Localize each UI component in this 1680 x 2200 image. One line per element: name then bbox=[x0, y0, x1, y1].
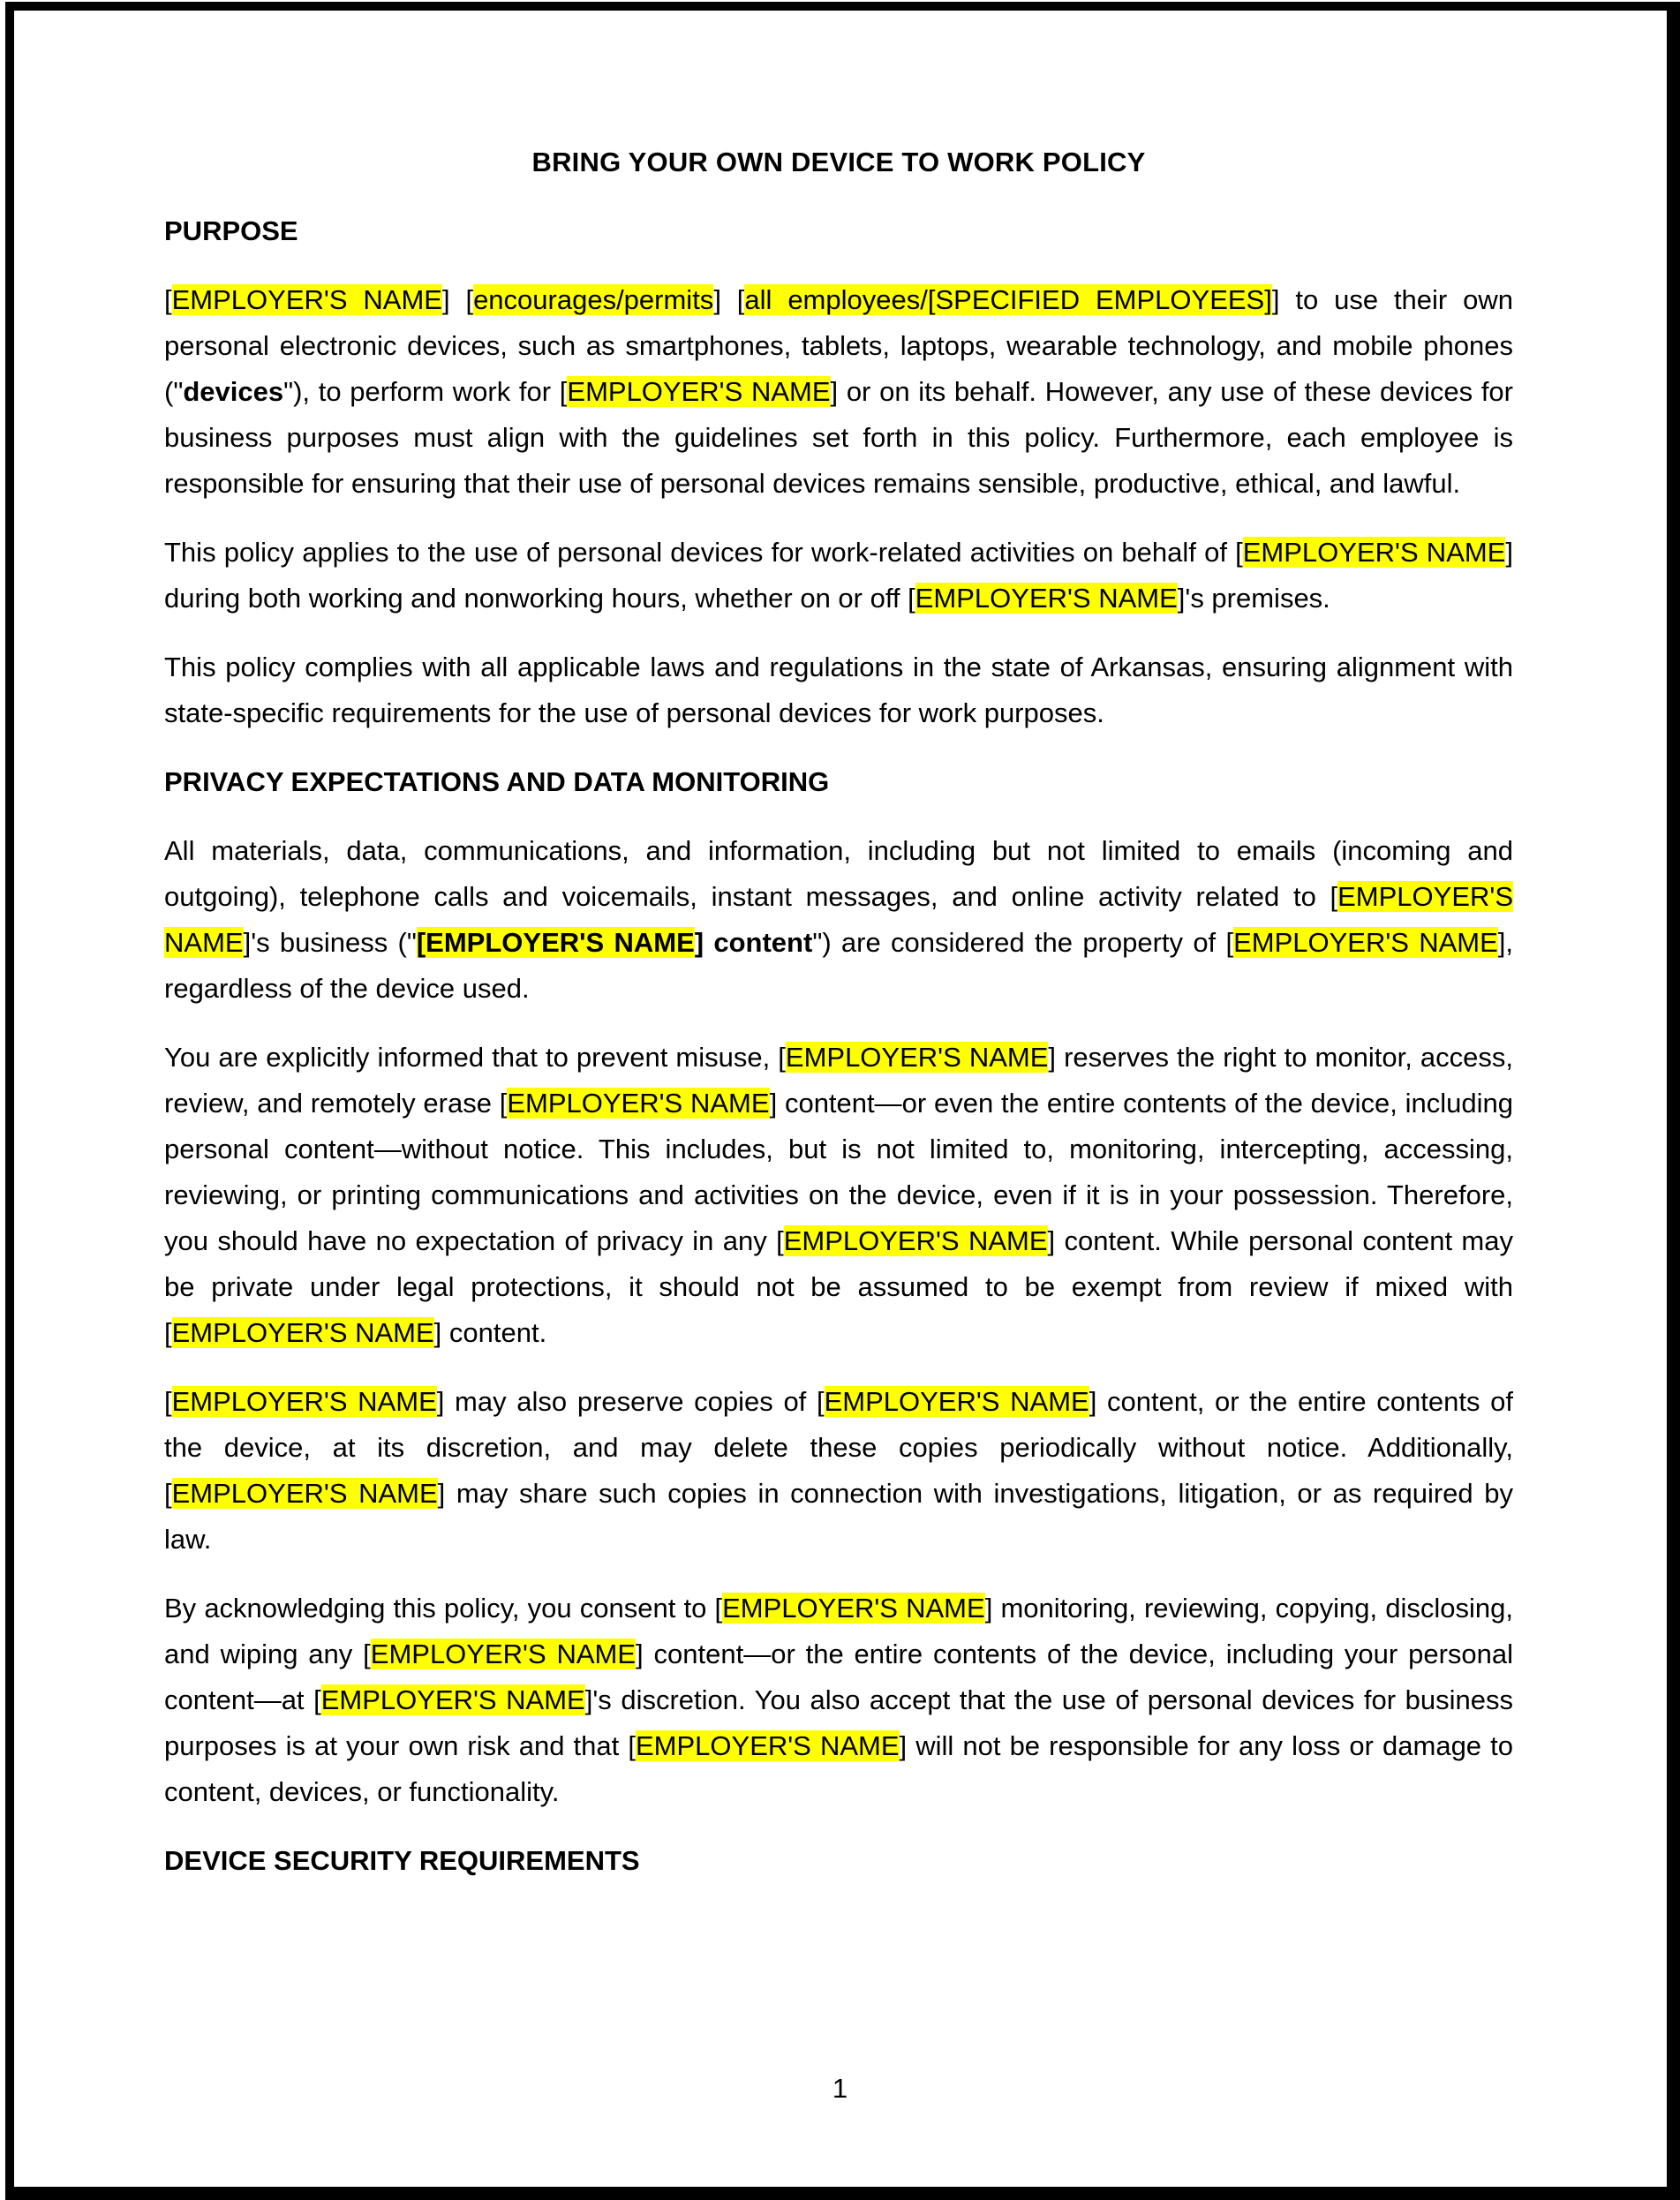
placeholder-highlight: EMPLOYER'S NAME bbox=[915, 583, 1178, 614]
placeholder-highlight: EMPLOYER'S NAME bbox=[171, 1317, 434, 1348]
text-run: "), to perform work for [ bbox=[283, 376, 568, 407]
placeholder-highlight: EMPLOYER'S NAME bbox=[824, 1386, 1089, 1417]
section-heading: PRIVACY EXPECTATIONS AND DATA MONITORING bbox=[164, 766, 830, 797]
placeholder-highlight: EMPLOYER'S NAME bbox=[1233, 927, 1498, 958]
text-run: ] content bbox=[694, 927, 813, 958]
document-title: BRING YOUR OWN DEVICE TO WORK POLICY bbox=[531, 147, 1146, 177]
text-run: ] will not be responsible for any loss or damage to content, devices, or functionality. bbox=[164, 1730, 1513, 1807]
placeholder-highlight: EMPLOYER'S NAME bbox=[171, 1478, 438, 1509]
placeholder-highlight: EMPLOYER'S NAME bbox=[722, 1593, 985, 1624]
placeholder-highlight: EMPLOYER'S NAME bbox=[320, 1684, 585, 1715]
text-run: You are explicitly informed that to prevent misuse, [ bbox=[164, 1042, 786, 1073]
text-run: ] reserves the right to monitor, access, review, and remotely erase [ bbox=[164, 1042, 1513, 1119]
text-run: ]'s premises. bbox=[1177, 583, 1330, 614]
placeholder-highlight: EMPLOYER'S NAME bbox=[171, 284, 442, 315]
text-run: This policy applies to the use of personal devices for work-related activities on behalf of [ bbox=[164, 537, 1243, 568]
paragraph bbox=[164, 1379, 1513, 1563]
text-run: ]'s business (" bbox=[243, 927, 417, 958]
page-number: 1 bbox=[832, 2073, 848, 2104]
text-run: ") are considered the property of [ bbox=[812, 927, 1234, 958]
section-heading: DEVICE SECURITY REQUIREMENTS bbox=[164, 1845, 640, 1876]
text-run: ] or on its behalf. However, any use of these devices for business purposes must align with the guidelines set forth in this policy. Furthermore, each employee is responsible for ensuring that their use of personal devices remains sensible, productive, ethical, and lawful. bbox=[164, 376, 1513, 499]
paragraph bbox=[164, 1035, 1513, 1356]
placeholder-highlight: EMPLOYER'S NAME bbox=[567, 376, 831, 407]
placeholder-highlight: EMPLOYER'S NAME bbox=[370, 1639, 637, 1669]
text-run: ] may share such copies in connection with investigations, litigation, or as required by law. bbox=[164, 1478, 1513, 1555]
placeholder-highlight: EMPLOYER'S NAME bbox=[171, 1386, 437, 1417]
text-run: ] to use their own personal electronic devices, such as smartphones, tablets, laptops, wearable technology, and mobile phones (" bbox=[164, 284, 1513, 407]
placeholder-highlight: [EMPLOYER'S NAME bbox=[416, 927, 695, 958]
text-run: By acknowledging this policy, you consent to [ bbox=[164, 1593, 723, 1624]
document-content bbox=[164, 139, 1513, 1907]
text-run: ] may also preserve copies of [ bbox=[436, 1386, 825, 1417]
paragraph bbox=[164, 828, 1513, 1012]
paragraph bbox=[164, 277, 1513, 507]
text-run: ] content—or the entire contents of the device, including your personal content—at [ bbox=[164, 1639, 1513, 1715]
placeholder-highlight: all employees/[SPECIFIED EMPLOYEES] bbox=[744, 284, 1272, 315]
document-body bbox=[164, 208, 1513, 1884]
placeholder-highlight: EMPLOYER'S NAME bbox=[635, 1730, 900, 1761]
placeholder-highlight: EMPLOYER'S NAME bbox=[507, 1088, 770, 1119]
placeholder-highlight: EMPLOYER'S NAME bbox=[783, 1225, 1048, 1256]
text-run: [ bbox=[164, 284, 172, 315]
text-run: ], regardless of the device used. bbox=[164, 927, 1514, 1004]
text-run: ] content. While personal content may be private under legal protections, it should not be assumed to be exempt from review if mixed with [ bbox=[164, 1225, 1513, 1348]
text-run: This policy complies with all applicable laws and regulations in the state of Arkansas, ensuring alignment with state-specific requirements for the use of personal devices for work purposes. bbox=[164, 652, 1513, 728]
text-run: [ bbox=[164, 1386, 172, 1417]
paragraph bbox=[164, 530, 1513, 622]
text-run: ] content. bbox=[433, 1317, 547, 1348]
placeholder-highlight: EMPLOYER'S NAME bbox=[164, 881, 1513, 958]
placeholder-highlight: encourages/permits bbox=[473, 284, 714, 315]
text-run: ] content—or even the entire contents of the device, including personal content—without notice. This includes, but is not limited to, monitoring, intercepting, accessing, reviewing, or printing communications and activities on the device, even if it is in your possession. Therefore, you should have no expectation of privacy in any [ bbox=[164, 1088, 1514, 1256]
paragraph bbox=[164, 644, 1513, 736]
text-run: ] [ bbox=[713, 284, 745, 315]
paragraph bbox=[164, 1586, 1513, 1815]
placeholder-highlight: EMPLOYER'S NAME bbox=[1242, 537, 1506, 568]
text-run: ] content, or the entire contents of the device, at its discretion, and may delete these copies periodically without notice. Additionally, [ bbox=[164, 1386, 1513, 1509]
text-run: devices bbox=[183, 376, 284, 407]
text-run: ] monitoring, reviewing, copying, disclosing, and wiping any [ bbox=[164, 1593, 1513, 1669]
text-run: ] during both working and nonworking hours, whether on or off [ bbox=[164, 537, 1513, 614]
text-run: ] [ bbox=[441, 284, 474, 315]
placeholder-highlight: EMPLOYER'S NAME bbox=[785, 1042, 1049, 1073]
section-heading: PURPOSE bbox=[164, 215, 298, 246]
text-run: All materials, data, communications, and information, including but not limited to emails (incoming and outgoing), telephone calls and voicemails, instant messages, and online activity related to [ bbox=[164, 835, 1513, 912]
text-run: ]'s discretion. You also accept that the use of personal devices for business purposes is at your own risk and that [ bbox=[164, 1684, 1513, 1761]
